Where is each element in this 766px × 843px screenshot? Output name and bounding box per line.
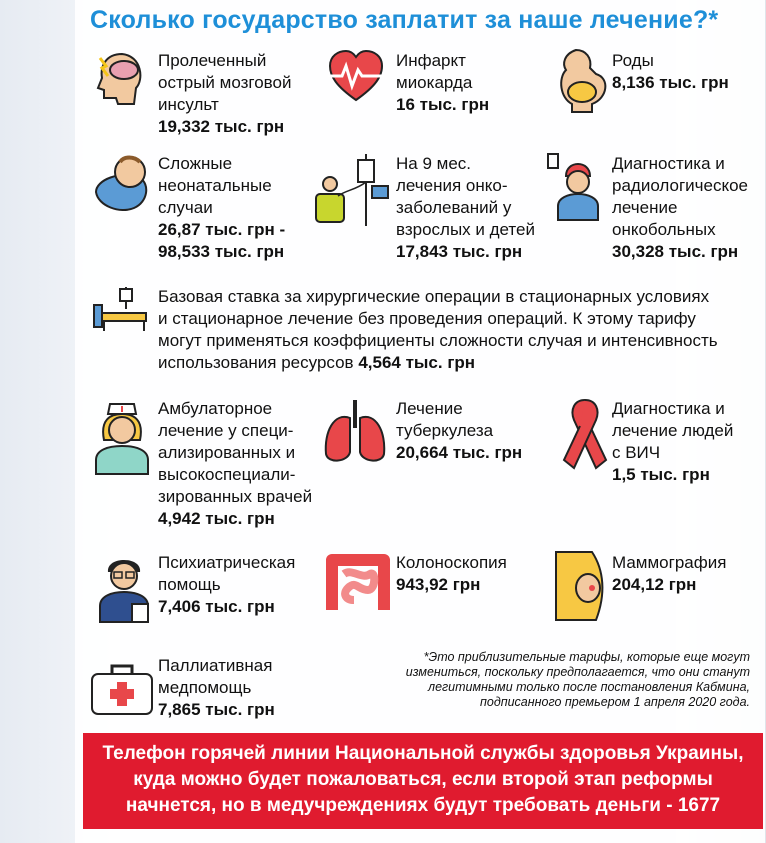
intestine-icon [322, 550, 394, 614]
psychiatrist-icon [92, 550, 156, 624]
item-tuberculosis [396, 398, 522, 464]
lungs-icon [320, 398, 390, 468]
item-price: 30,328 тыс. грн [612, 242, 739, 261]
item-oncology [396, 153, 535, 263]
item-label: Психиатрическая помощь [158, 553, 296, 594]
item-label: Базовая ставка за хирургические операции в стационарных условиях и стационарное лечение без проведения операций. К этому тарифу могут применяться коэффициенты сложности случая и интенсивность использования ресурсов [158, 287, 718, 372]
page-title: Сколько государство заплатит за наше лечение?* [90, 6, 719, 34]
item-price: 7,865 тыс. грн [158, 700, 275, 719]
item-surgery [158, 286, 758, 374]
heart-pulse-icon [326, 48, 386, 104]
pregnancy-icon [556, 48, 612, 114]
item-palliative [158, 655, 275, 721]
item-price: 17,843 тыс. грн [396, 242, 523, 261]
item-birth [612, 50, 729, 94]
item-label: Паллиативная медпомощь [158, 656, 273, 697]
item-mammography [612, 552, 726, 596]
item-label: Роды [612, 51, 654, 70]
chemotherapy-icon [312, 150, 392, 230]
item-label: Лечение туберкулеза [396, 399, 494, 440]
brain-head-icon [92, 48, 152, 108]
hospital-bed-icon [90, 285, 150, 335]
item-label: Диагностика и лечение людей с ВИЧ [612, 399, 734, 462]
item-price: 26,87 тыс. грн - 98,533 тыс. грн [158, 220, 286, 261]
hotline-text: Телефон горячей линии Национальной службы здоровья Украины, куда можно будет пожаловаться, если второй этап реформы начнется, но в медучреждениях будут требовать деньги - 1677 [102, 743, 744, 816]
nurse-icon [90, 400, 154, 476]
item-hiv [612, 398, 733, 486]
item-price: 4,942 тыс. грн [158, 509, 275, 528]
item-label: Маммография [612, 553, 727, 572]
item-price: 8,136 тыс. грн [612, 73, 729, 92]
item-stroke [158, 50, 291, 138]
item-label: Колоноскопия [396, 553, 507, 572]
item-label: Сложные неонатальные случаи [158, 154, 272, 217]
item-price: 4,564 тыс. грн [358, 353, 476, 372]
item-price: 943,92 грн [396, 575, 481, 594]
item-price: 19,332 тыс. грн [158, 117, 285, 136]
cancer-patient-icon [546, 150, 610, 222]
item-psychiatry [158, 552, 295, 618]
item-oncodiag [612, 153, 748, 263]
first-aid-kit-icon [90, 660, 154, 716]
breast-exam-icon [552, 550, 608, 622]
item-label: Инфаркт миокарда [396, 51, 473, 92]
item-price: 16 тыс. грн [396, 95, 490, 114]
item-infarct [396, 50, 489, 116]
item-label: На 9 мес. лечения онко- заболеваний у взрослых и детей [396, 154, 535, 239]
item-colonoscopy [396, 552, 507, 596]
item-ambulatory [158, 398, 312, 530]
footnote: *Это приблизительные тарифы, которые еще могут измениться, поскольку предполагается, что они станут легитимными только после постановления Кабмина, подписанного премьером 1 апреля 2020 года. [405, 650, 750, 709]
item-label: Диагностика и радиологическое лечение онкобольных [612, 154, 749, 239]
item-label: Амбулаторное лечение у специ- ализированных и высокоспециали- зированных врачей [158, 399, 313, 506]
item-price: 204,12 грн [612, 575, 697, 594]
awareness-ribbon-icon [560, 396, 610, 472]
item-neonatal [158, 153, 285, 263]
baby-icon [90, 152, 154, 214]
item-label: Пролеченный острый мозговой инсульт [158, 51, 292, 114]
hotline-banner [83, 733, 763, 829]
item-price: 1,5 тыс. грн [612, 465, 710, 484]
item-price: 20,664 тыс. грн [396, 443, 523, 462]
item-price: 7,406 тыс. грн [158, 597, 275, 616]
